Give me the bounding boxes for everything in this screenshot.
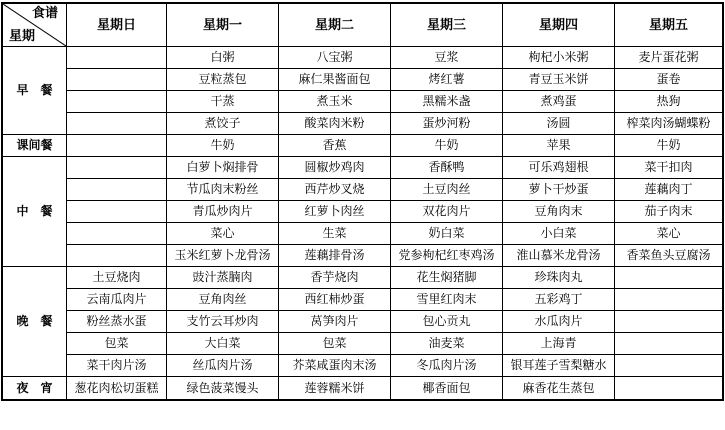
day-header-sun: 星期日 <box>67 4 167 47</box>
dish-cell: 牛奶 <box>615 135 723 157</box>
dish-cell <box>67 135 167 157</box>
dish-cell: 莴笋肉片 <box>279 311 391 333</box>
dish-cell: 汤圆 <box>503 113 615 135</box>
dish-cell: 豆角肉丝 <box>167 289 279 311</box>
dish-cell: 珍珠肉丸 <box>503 267 615 289</box>
menu-row <box>3 311 723 333</box>
dish-cell: 豆角肉末 <box>503 201 615 223</box>
dish-cell: 丝瓜肉片汤 <box>167 355 279 377</box>
meal-label-breakfast: 早 餐 <box>3 47 67 135</box>
dish-cell: 茄子肉末 <box>615 201 723 223</box>
dish-cell: 蛋卷 <box>615 69 723 91</box>
corner-label-weekday: 星期 <box>9 29 36 44</box>
dish-cell: 菜干扣肉 <box>615 157 723 179</box>
dish-cell: 莲藕排骨汤 <box>279 245 391 267</box>
dish-cell: 八宝粥 <box>279 47 391 69</box>
dish-cell: 香菜鱼头豆腐汤 <box>615 245 723 267</box>
dish-cell: 香芋烧肉 <box>279 267 391 289</box>
day-header-fri: 星期五 <box>615 4 723 47</box>
corner-cell <box>3 4 67 47</box>
dish-cell: 青瓜炒肉片 <box>167 201 279 223</box>
meal-label-late-snack: 夜 宵 <box>3 377 67 400</box>
dish-cell: 小白菜 <box>503 223 615 245</box>
corner-label-recipe: 食谱 <box>31 6 58 21</box>
dish-cell: 枸杞小米粥 <box>503 47 615 69</box>
day-header-tue: 星期二 <box>279 4 391 47</box>
dish-cell: 圆椒炒鸡肉 <box>279 157 391 179</box>
dish-cell: 云南瓜肉片 <box>67 289 167 311</box>
dish-cell: 煮玉米 <box>279 91 391 113</box>
menu-row <box>3 267 723 289</box>
dish-cell: 青豆玉米饼 <box>503 69 615 91</box>
dish-cell: 酸菜肉米粉 <box>279 113 391 135</box>
dish-cell: 干蒸 <box>167 91 279 113</box>
menu-row <box>3 113 723 135</box>
dish-cell <box>67 223 167 245</box>
dish-cell <box>615 333 723 355</box>
dish-cell: 麦片蛋花粥 <box>615 47 723 69</box>
dish-cell: 雪里红肉末 <box>391 289 503 311</box>
dish-cell: 牛奶 <box>167 135 279 157</box>
dish-cell: 豆浆 <box>391 47 503 69</box>
dish-cell <box>67 179 167 201</box>
day-header-wed: 星期三 <box>391 4 503 47</box>
dish-cell: 包菜 <box>67 333 167 355</box>
dish-cell: 煮鸡蛋 <box>503 91 615 113</box>
menu-row <box>3 377 723 400</box>
dish-cell: 党参枸杞红枣鸡汤 <box>391 245 503 267</box>
menu-row <box>3 355 723 377</box>
dish-cell: 莲蓉糯米饼 <box>279 377 391 400</box>
dish-cell <box>67 69 167 91</box>
dish-cell: 奶白菜 <box>391 223 503 245</box>
meal-label-lunch: 中 餐 <box>3 157 67 267</box>
menu-row <box>3 135 723 157</box>
day-header-thu: 星期四 <box>503 4 615 47</box>
menu-row <box>3 289 723 311</box>
dish-cell: 冬瓜肉片汤 <box>391 355 503 377</box>
dish-cell: 香蕉 <box>279 135 391 157</box>
dish-cell: 粉丝蒸水蛋 <box>67 311 167 333</box>
dish-cell: 水瓜肉片 <box>503 311 615 333</box>
menu-row <box>3 333 723 355</box>
menu-row <box>3 179 723 201</box>
dish-cell: 淮山慕米龙骨汤 <box>503 245 615 267</box>
menu-row <box>3 245 723 267</box>
dish-cell: 油麦菜 <box>391 333 503 355</box>
dish-cell: 包菜 <box>279 333 391 355</box>
dish-cell: 西红柿炒蛋 <box>279 289 391 311</box>
dish-cell: 菜心 <box>167 223 279 245</box>
day-header-mon: 星期一 <box>167 4 279 47</box>
menu-body <box>3 47 723 400</box>
dish-cell <box>615 267 723 289</box>
dish-cell: 烤红薯 <box>391 69 503 91</box>
dish-cell <box>67 47 167 69</box>
meal-label-recess-snack: 课间餐 <box>3 135 67 157</box>
dish-cell: 大白菜 <box>167 333 279 355</box>
dish-cell: 椰香面包 <box>391 377 503 400</box>
dish-cell <box>67 91 167 113</box>
dish-cell: 花生焖猪脚 <box>391 267 503 289</box>
dish-cell: 牛奶 <box>391 135 503 157</box>
dish-cell: 银耳莲子雪梨糖水 <box>503 355 615 377</box>
dish-cell: 支竹云耳炒肉 <box>167 311 279 333</box>
dish-cell: 菜干肉片汤 <box>67 355 167 377</box>
dish-cell: 芥菜咸蛋肉末汤 <box>279 355 391 377</box>
dish-cell <box>615 311 723 333</box>
dish-cell: 白萝卜焖排骨 <box>167 157 279 179</box>
dish-cell: 香酥鸭 <box>391 157 503 179</box>
dish-cell: 土豆烧肉 <box>67 267 167 289</box>
dish-cell: 苹果 <box>503 135 615 157</box>
dish-cell: 包心贡丸 <box>391 311 503 333</box>
dish-cell: 土豆肉丝 <box>391 179 503 201</box>
dish-cell <box>67 113 167 135</box>
menu-row <box>3 223 723 245</box>
dish-cell <box>67 157 167 179</box>
dish-cell: 双花肉片 <box>391 201 503 223</box>
dish-cell: 可乐鸡翅根 <box>503 157 615 179</box>
header-row <box>3 4 723 47</box>
dish-cell: 黑糯米盏 <box>391 91 503 113</box>
dish-cell: 麻香花生蒸包 <box>503 377 615 400</box>
dish-cell: 葱花肉松切蛋糕 <box>67 377 167 400</box>
dish-cell: 蛋炒河粉 <box>391 113 503 135</box>
menu-row <box>3 47 723 69</box>
dish-cell: 红萝卜肉丝 <box>279 201 391 223</box>
dish-cell <box>67 201 167 223</box>
dish-cell: 上海青 <box>503 333 615 355</box>
dish-cell: 莲藕肉丁 <box>615 179 723 201</box>
dish-cell: 节瓜肉末粉丝 <box>167 179 279 201</box>
dish-cell: 萝卜干炒蛋 <box>503 179 615 201</box>
dish-cell <box>615 355 723 377</box>
menu-row <box>3 69 723 91</box>
menu-row <box>3 157 723 179</box>
dish-cell: 白粥 <box>167 47 279 69</box>
dish-cell: 西芹炒叉烧 <box>279 179 391 201</box>
dish-cell: 麻仁果酱面包 <box>279 69 391 91</box>
dish-cell: 五彩鸡丁 <box>503 289 615 311</box>
dish-cell: 热狗 <box>615 91 723 113</box>
weekly-menu-table <box>2 3 723 400</box>
dish-cell: 玉米红萝卜龙骨汤 <box>167 245 279 267</box>
menu-row <box>3 201 723 223</box>
dish-cell: 菜心 <box>615 223 723 245</box>
menu-row <box>3 91 723 113</box>
dish-cell: 生菜 <box>279 223 391 245</box>
dish-cell: 榨菜肉汤蝴蝶粉 <box>615 113 723 135</box>
dish-cell: 绿色菠菜馒头 <box>167 377 279 400</box>
meal-label-dinner: 晚 餐 <box>3 267 67 377</box>
dish-cell <box>67 245 167 267</box>
dish-cell <box>615 377 723 400</box>
dish-cell: 豆粒蒸包 <box>167 69 279 91</box>
dish-cell: 豉汁蒸腩肉 <box>167 267 279 289</box>
dish-cell <box>615 289 723 311</box>
dish-cell: 煮饺子 <box>167 113 279 135</box>
